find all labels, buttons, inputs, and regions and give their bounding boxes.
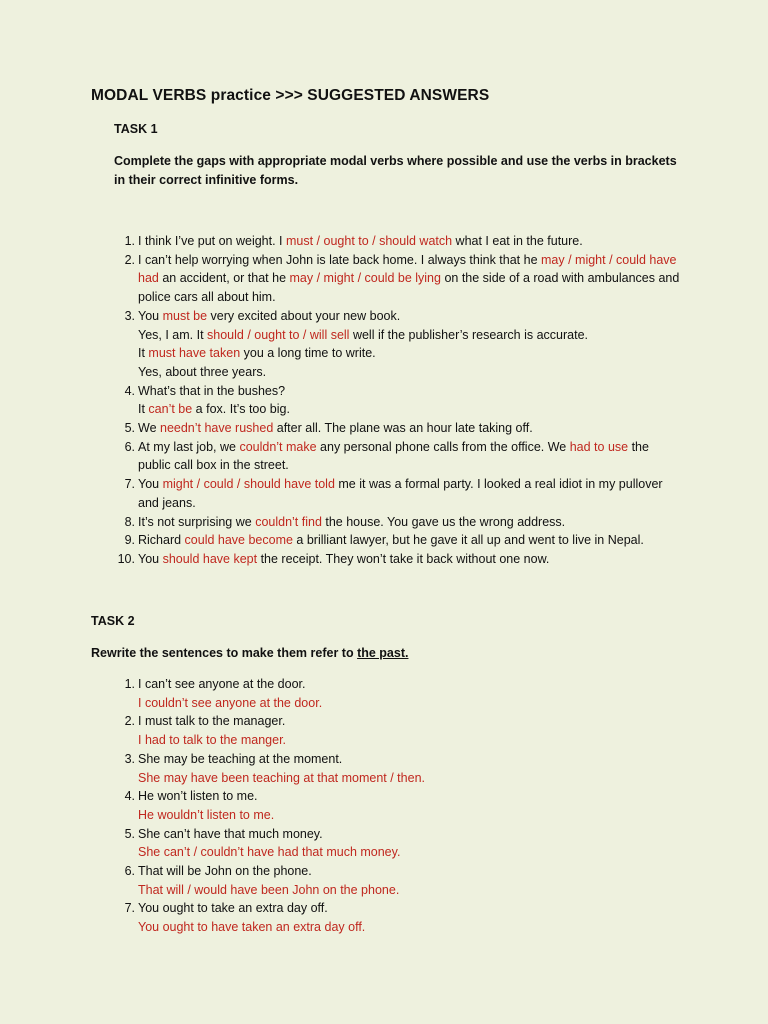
task1-item xyxy=(115,251,685,307)
sentence-text: What’s that in the bushes? xyxy=(138,383,286,398)
item-number: 4. xyxy=(124,383,135,398)
item-number: 7. xyxy=(124,477,135,492)
sentence-text: an accident, or that he xyxy=(158,271,290,286)
task2-item xyxy=(115,862,685,899)
answer-text: He wouldn’t listen to me. xyxy=(138,807,275,822)
sentence-text: on the side of a road with ambulances and police cars all about him. xyxy=(138,271,680,305)
sentence-text: I think I’ve put on weight. I xyxy=(138,234,286,248)
item-number: 6. xyxy=(124,864,135,879)
sentence-text: Richard xyxy=(138,533,185,548)
question-text: She may be teaching at the moment. xyxy=(138,751,343,766)
sentence-text: well if the publisher’s research is accurate. xyxy=(349,327,589,342)
answer-text: can’t be xyxy=(148,402,193,417)
answer-text: could have become xyxy=(184,533,293,548)
item-number: 3. xyxy=(124,751,135,766)
item-line xyxy=(138,326,685,345)
task1-list xyxy=(115,232,685,569)
item-line xyxy=(138,382,685,401)
item-line xyxy=(138,344,685,363)
question-text: She can’t have that much money. xyxy=(138,826,323,841)
sentence-text: the public call box in the street. xyxy=(138,439,649,473)
task2-item xyxy=(115,750,685,787)
sentence-text: what I eat in the future. xyxy=(452,234,583,248)
item-number: 9. xyxy=(124,533,135,548)
task1-heading: TASK 1 xyxy=(114,122,158,136)
item-number: 2. xyxy=(124,714,135,729)
task2-instruction xyxy=(91,646,408,660)
question-text: I must talk to the manager. xyxy=(138,714,286,729)
task1-item xyxy=(115,307,685,382)
task2-item xyxy=(115,787,685,824)
sentence-text: It xyxy=(138,402,149,417)
answer-text: might / could / should have told xyxy=(162,477,335,492)
sentence-text: very excited about your new book. xyxy=(207,308,401,323)
page-title: MODAL VERBS practice >>> SUGGESTED ANSWERS xyxy=(91,87,490,104)
sentence-text: We xyxy=(138,421,160,436)
answer-text: should have kept xyxy=(162,551,258,566)
item-number: 5. xyxy=(124,826,135,841)
answer-text: She can’t / couldn’t have had that much money. xyxy=(138,845,401,860)
task2-item xyxy=(115,899,685,936)
item-number: 2. xyxy=(124,252,135,267)
task1-item xyxy=(115,382,685,419)
task1-item xyxy=(115,419,685,438)
sentence-text: It’s not surprising we xyxy=(138,514,256,529)
answer-text: That will / would have been John on the phone. xyxy=(138,882,400,897)
task1-item xyxy=(115,438,685,475)
sentence-text: me it was a formal party. I looked a real idiot in my pullover and jeans. xyxy=(138,477,663,510)
item-line xyxy=(138,232,685,251)
sentence-text: you a long time to write. xyxy=(240,346,376,361)
sentence-text: a brilliant lawyer, but he gave it all up and went to live in Nepal. xyxy=(292,533,644,548)
task2-instruction-text: Rewrite the sentences to make them refer to xyxy=(91,646,358,660)
sentence-text: Yes, I am. It xyxy=(138,327,208,342)
task2-item xyxy=(115,712,685,749)
item-line xyxy=(138,400,685,419)
item-number: 6. xyxy=(124,439,135,454)
item-number: 7. xyxy=(124,901,135,916)
answer-text: couldn’t find xyxy=(255,514,322,529)
sentence-text: after all. The plane was an hour late taking off. xyxy=(273,421,533,436)
answer-text: needn’t have rushed xyxy=(160,421,274,436)
sentence-text: You xyxy=(138,308,163,323)
item-line xyxy=(138,550,685,569)
question-text: I can’t see anyone at the door. xyxy=(138,677,306,691)
task1-item xyxy=(115,513,685,532)
answer-text: must / ought to / should watch xyxy=(286,234,453,248)
answer-text: must have taken xyxy=(148,346,241,361)
sentence-text: At my last job, we xyxy=(138,439,240,454)
answer-text: may / might / could have had xyxy=(138,252,677,286)
sentence-text: the house. You gave us the wrong address. xyxy=(321,514,566,529)
task1-item xyxy=(115,531,685,550)
answer-text: I couldn’t see anyone at the door. xyxy=(138,695,323,710)
item-line xyxy=(138,531,685,550)
answer-text: should / ought to / will sell xyxy=(207,327,350,342)
task2-instruction-underlined: the past. xyxy=(357,646,409,660)
item-line xyxy=(138,251,685,307)
item-number: 4. xyxy=(124,789,135,804)
item-number: 3. xyxy=(124,308,135,323)
question-text: You ought to take an extra day off. xyxy=(138,901,328,916)
sentence-text: Yes, about three years. xyxy=(138,364,267,379)
item-line xyxy=(138,419,685,438)
task2-item xyxy=(115,675,685,712)
item-line xyxy=(138,307,685,326)
answer-text: She may have been teaching at that moment / then. xyxy=(138,770,425,785)
answer-text: I had to talk to the manger. xyxy=(138,733,287,748)
item-number: 1. xyxy=(124,677,135,691)
sentence-text: You xyxy=(138,551,163,566)
item-number: 5. xyxy=(124,421,135,436)
question-text: That will be John on the phone. xyxy=(138,864,312,879)
sentence-text: a fox. It’s too big. xyxy=(192,402,290,417)
item-number: 8. xyxy=(124,514,135,529)
task1-item xyxy=(115,550,685,569)
task1-item xyxy=(115,475,685,512)
item-line xyxy=(138,363,685,382)
item-line xyxy=(138,475,685,512)
sentence-text: I can’t help worrying when John is late back home. I always think that he xyxy=(138,252,541,267)
task2-list xyxy=(115,675,685,937)
task1-instruction: Complete the gaps with appropriate modal verbs where possible and use the verbs in brackets in their correct infinitive forms. xyxy=(114,154,677,187)
task2-item xyxy=(115,825,685,862)
task1-item xyxy=(115,232,685,251)
answer-text: must be xyxy=(162,308,208,323)
item-number: 1. xyxy=(124,234,135,248)
sentence-text: any personal phone calls from the office. We xyxy=(316,439,570,454)
sentence-text: the receipt. They won’t take it back without one now. xyxy=(257,551,550,566)
sentence-text: It xyxy=(138,346,149,361)
answer-text: had to use xyxy=(569,439,629,454)
item-number: 10. xyxy=(117,551,135,566)
sentence-text: You xyxy=(138,477,163,492)
answer-text: may / might / could be lying xyxy=(289,271,441,286)
answer-text: couldn’t make xyxy=(239,439,317,454)
question-text: He won’t listen to me. xyxy=(138,789,258,804)
item-line xyxy=(138,513,685,532)
task2-heading: TASK 2 xyxy=(91,614,135,628)
answer-text: You ought to have taken an extra day off. xyxy=(138,920,366,935)
item-line xyxy=(138,438,685,475)
